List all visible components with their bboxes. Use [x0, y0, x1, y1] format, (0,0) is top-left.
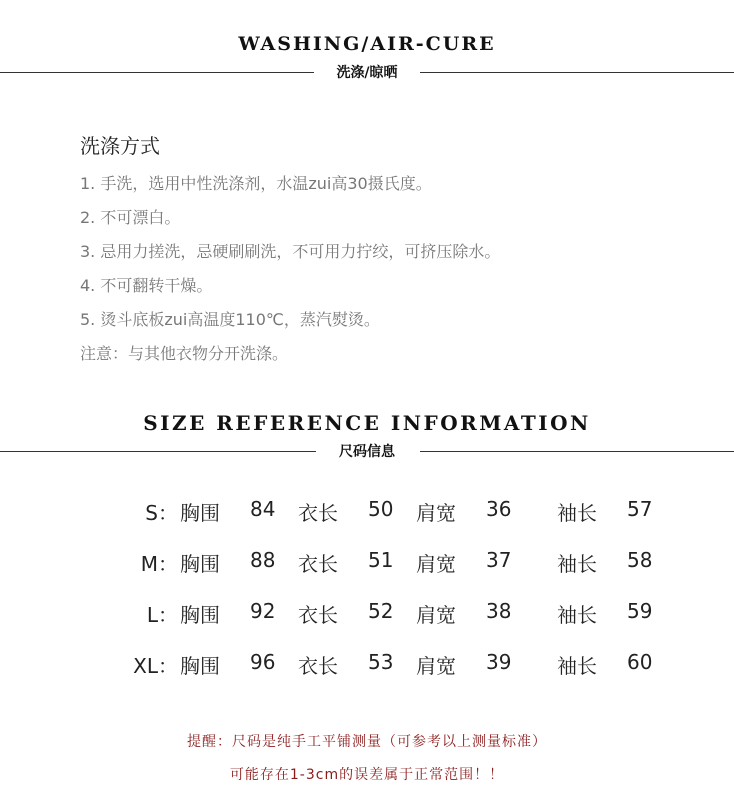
washing-item: 2. 不可漂白。	[80, 208, 181, 227]
sleeve-label: 袖长	[557, 552, 597, 576]
shoulder-label: 肩宽	[416, 501, 456, 525]
washing-heading: 洗涤方式	[80, 134, 160, 158]
shoulder-value: 39	[486, 650, 512, 674]
bust-value: 96	[250, 650, 276, 674]
bust-label: 胸围	[180, 654, 220, 678]
washing-title: WASHING/AIR-CURE	[238, 33, 496, 55]
length-label: 衣长	[298, 501, 338, 525]
size-label: S：	[145, 501, 178, 525]
length-label: 衣长	[298, 603, 338, 627]
shoulder-value: 38	[486, 599, 512, 623]
measurement-reminder: 提醒：尺码是纯手工平铺测量（可参考以上测量标准）	[187, 734, 547, 750]
shoulder-label: 肩宽	[416, 552, 456, 576]
bust-label: 胸围	[180, 552, 220, 576]
length-label: 衣长	[298, 654, 338, 678]
size-label: L：	[146, 603, 178, 627]
bust-label: 胸围	[180, 603, 220, 627]
shoulder-value: 37	[486, 548, 512, 572]
washing-item: 5. 烫斗底板zui高温度110℃，蒸汽熨烫。	[80, 310, 380, 329]
sleeve-value: 58	[627, 548, 653, 572]
length-value: 53	[368, 650, 394, 674]
size-row	[0, 599, 734, 650]
washing-subtitle: 洗涤/晾晒	[326, 65, 407, 81]
sleeve-value: 60	[627, 650, 653, 674]
size-label: XL：	[133, 654, 178, 678]
length-label: 衣长	[298, 552, 338, 576]
bust-label: 胸围	[180, 501, 220, 525]
shoulder-value: 36	[486, 497, 512, 521]
size-row	[0, 548, 734, 599]
washing-note: 注意：与其他衣物分开洗涤。	[80, 344, 289, 363]
sleeve-value: 57	[627, 497, 653, 521]
shoulder-label: 肩宽	[416, 603, 456, 627]
length-value: 50	[368, 497, 394, 521]
size-label: M：	[140, 552, 178, 576]
bust-value: 84	[250, 497, 276, 521]
size-subtitle: 尺码信息	[329, 444, 405, 460]
washing-subtitle-row	[0, 62, 734, 82]
size-table	[0, 497, 734, 701]
size-title: SIZE REFERENCE INFORMATION	[143, 411, 591, 435]
sleeve-label: 袖长	[557, 654, 597, 678]
size-row	[0, 497, 734, 548]
measurement-error-note: 可能存在1-3cm的误差属于正常范围！！	[229, 767, 505, 783]
sleeve-label: 袖长	[557, 501, 597, 525]
washing-item: 1. 手洗，选用中性洗涤剂，水温zui高30摄氏度。	[80, 174, 432, 193]
size-subtitle-row	[0, 441, 734, 461]
size-row	[0, 650, 734, 701]
shoulder-label: 肩宽	[416, 654, 456, 678]
washing-instructions	[80, 130, 700, 371]
length-value: 52	[368, 599, 394, 623]
sleeve-value: 59	[627, 599, 653, 623]
bust-value: 88	[250, 548, 276, 572]
bust-value: 92	[250, 599, 276, 623]
length-value: 51	[368, 548, 394, 572]
sleeve-label: 袖长	[557, 603, 597, 627]
washing-item: 4. 不可翻转干燥。	[80, 276, 213, 295]
washing-item: 3. 忌用力搓洗，忌硬刷刷洗，不可用力拧绞，可挤压除水。	[80, 242, 501, 261]
